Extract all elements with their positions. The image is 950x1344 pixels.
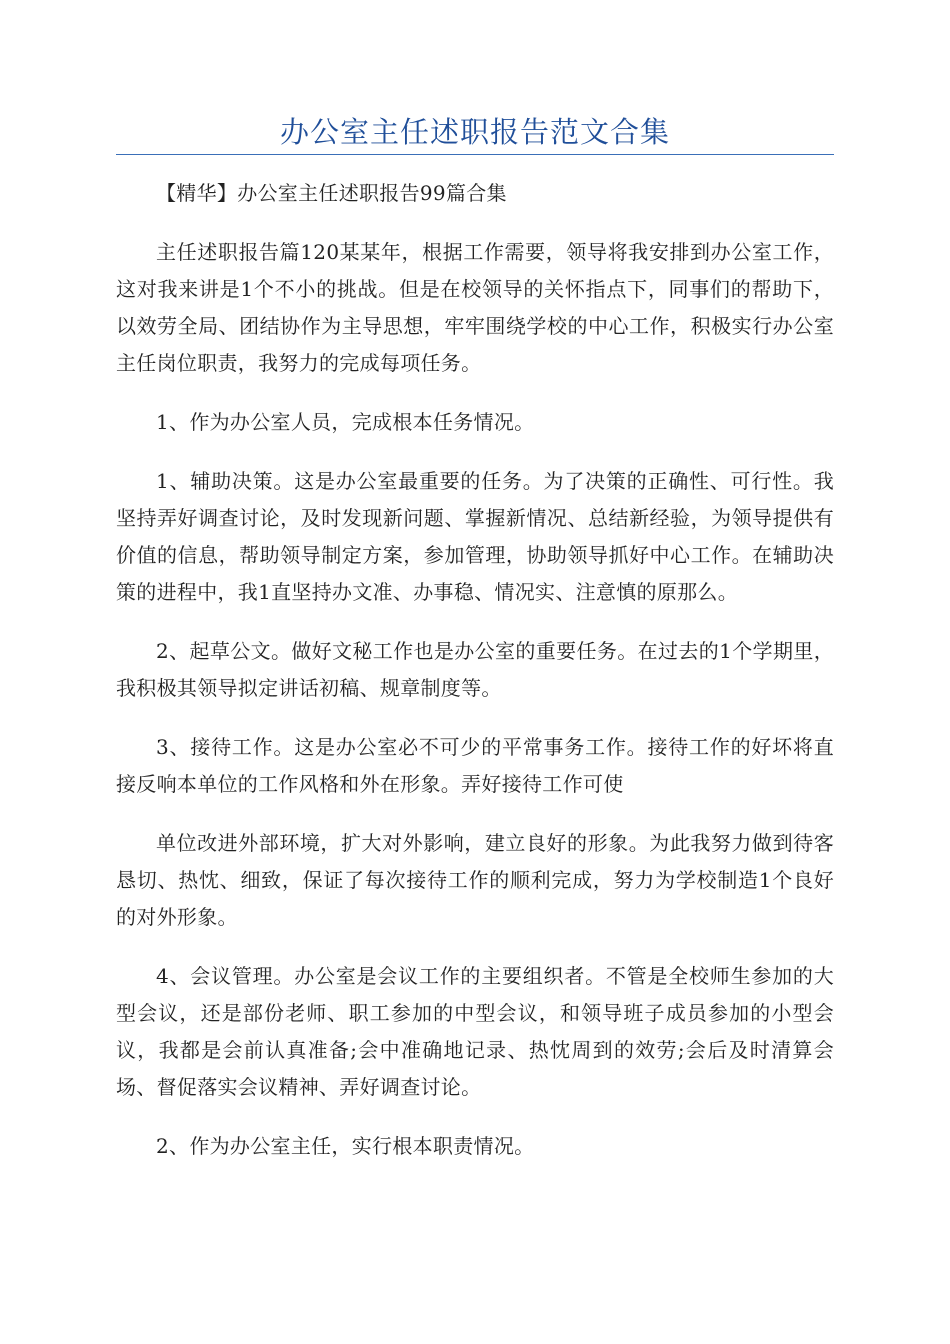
paragraph-item-3-continued: 单位改进外部环境，扩大对外影响，建立良好的形象。为此我努力做到待客恳切、热忱、细致，保证了每次接待工作的顺利完成，努力为学校制造1个良好的对外形象。 <box>116 831 834 929</box>
paragraph-intro: 主任述职报告篇120某某年，根据工作需要，领导将我安排到办公室工作，这对我来讲是1个不小的挑战。但是在校领导的关怀指点下，同事们的帮助下，以效劳全局、团结协作为主导思想，牢牢围绕学校的中心工作，积极实行办公室主任岗位职责，我努力的完成每项任务。 <box>116 240 834 375</box>
paragraph-section-2: 2、作为办公室主任，实行根本职责情况。 <box>156 1134 535 1158</box>
title-underline <box>116 154 834 155</box>
paragraph-item-1: 1、辅助决策。这是办公室最重要的任务。为了决策的正确性、可行性。我坚持弄好调查讨论，及时发现新问题、掌握新情况、总结新经验，为领导提供有价值的信息，帮助领导制定方案，参加管理，协助领导抓好中心工作。在辅助决策的进程中，我1直坚持办文准、办事稳、情况实、注意慎的原那么。 <box>116 469 834 604</box>
paragraph-heading: 【精华】办公室主任述职报告99篇合集 <box>156 181 507 205</box>
paragraph-item-2: 2、起草公文。做好文秘工作也是办公室的重要任务。在过去的1个学期里，我积极其领导拟定讲话初稿、规章制度等。 <box>116 639 834 700</box>
paragraph-section-1: 1、作为办公室人员，完成根本任务情况。 <box>156 410 535 434</box>
document-title: 办公室主任述职报告范文合集 <box>279 115 670 149</box>
document-body <box>116 175 834 1187</box>
paragraph-item-4: 4、会议管理。办公室是会议工作的主要组织者。不管是全校师生参加的大型会议，还是部份老师、职工参加的中型会议，和领导班子成员参加的小型会议，我都是会前认真准备;会中准确地记录、热忱周到的效劳;会后及时清算会场、督促落实会议精神、弄好调查讨论。 <box>116 964 834 1099</box>
paragraph-item-3: 3、接待工作。这是办公室必不可少的平常事务工作。接待工作的好坏将直接反响本单位的工作风格和外在形象。弄好接待工作可使 <box>116 735 834 796</box>
